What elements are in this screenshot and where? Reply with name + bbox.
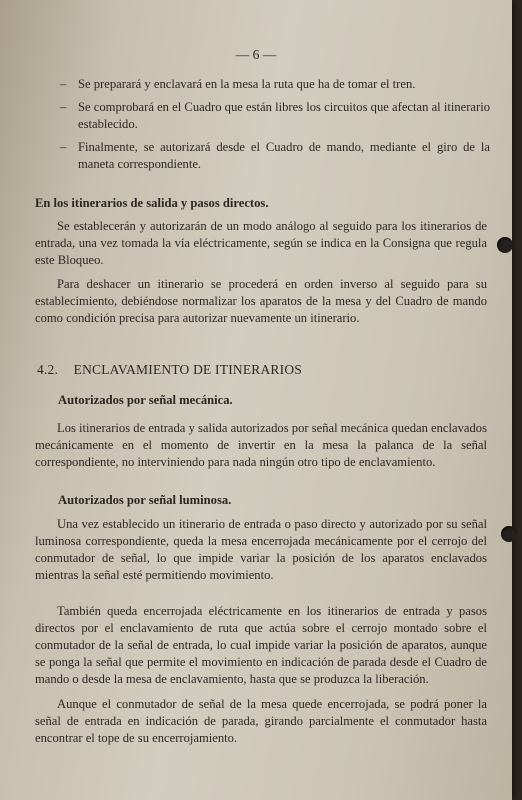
procedure-list (50, 76, 490, 179)
subheading-mecanica: Autorizados por señal mecánica. (58, 393, 233, 407)
section-title-text: ENCLAVAMIENTO DE ITINERARIOS (73, 362, 302, 377)
section-title (37, 362, 302, 378)
dash-marker: – (60, 77, 67, 91)
dash-marker: – (60, 100, 67, 114)
paragraph-salida-1: Se establecerán y autorizarán de un modo análogo al seguido para los itinerarios de entrada, una vez tomada la vía eléctricamente, según se indica en la Consigna que regula este Bloqueo. (35, 219, 487, 267)
subheading-luminosa: Autorizados por señal luminosa. (58, 493, 232, 507)
punch-hole (497, 237, 513, 253)
paragraph-mecanica: Los itinerarios de entrada y salida autorizados por señal mecánica quedan enclavados mecánicamente en el momento de invertir en la mesa la palanca de la señal correspondiente, no interviniendo para nada ningún otro tipo de enclavamiento. (35, 421, 487, 469)
list-item-text: Finalmente, se autorizará desde el Cuadro de mando, mediante el giro de la maneta correspondiente. (78, 140, 490, 171)
paragraph-luminosa-1: Una vez establecido un itinerario de entrada o paso directo y autorizado por su señal luminosa correspondiente, queda la mesa encerrojada mecánicamente por el cerrojo del conmutador de señal, lo que impide variar la posición de los aparatos enclavados mientras la señal esté permitiendo movimiento. (35, 517, 487, 582)
list-item-text: Se preparará y enclavará en la mesa la ruta que ha de tomar el tren. (78, 77, 416, 91)
list-item (50, 76, 490, 93)
heading-salida: En los itinerarios de salida y pasos directos. (35, 196, 269, 210)
dash-marker: – (60, 140, 67, 154)
page-number: — 6 — (235, 47, 277, 62)
section-number: 4.2. (37, 362, 59, 377)
paragraph-luminosa-2: También queda encerrojada eléctricamente en los itinerarios de entrada y pasos directos por el enclavamiento de ruta que actúa sobre el cerrojo montado sobre el conmutador de la señal de entrada, lo cual impide variar la posición de aparatos, aunque se ponga la señal que permite el movimiento en indicación de parada desde el Cuadro de mando o desde la mesa de enclavamiento, hasta que se produzca la liberación. (35, 604, 487, 686)
list-item (50, 139, 490, 173)
list-item (50, 99, 490, 133)
paragraph-salida-2: Para deshacer un itinerario se procederá en orden inverso al seguido para su establecimiento, debiéndose normalizar los aparatos de la mesa y del Cuadro de mando como condición precisa para autorizar nuevamente un itinerario. (35, 277, 487, 325)
punch-hole (501, 526, 517, 542)
paragraph-luminosa-3: Aunque el conmutador de señal de la mesa quede encerrojada, se podrá poner la señal de entrada en indicación de parada, girando parcialmente el conmutador hasta encontrar el tope de su encerrojamiento. (35, 697, 487, 745)
list-item-text: Se comprobará en el Cuadro que están libres los circuitos que afectan al itinerario establecido. (78, 100, 490, 131)
